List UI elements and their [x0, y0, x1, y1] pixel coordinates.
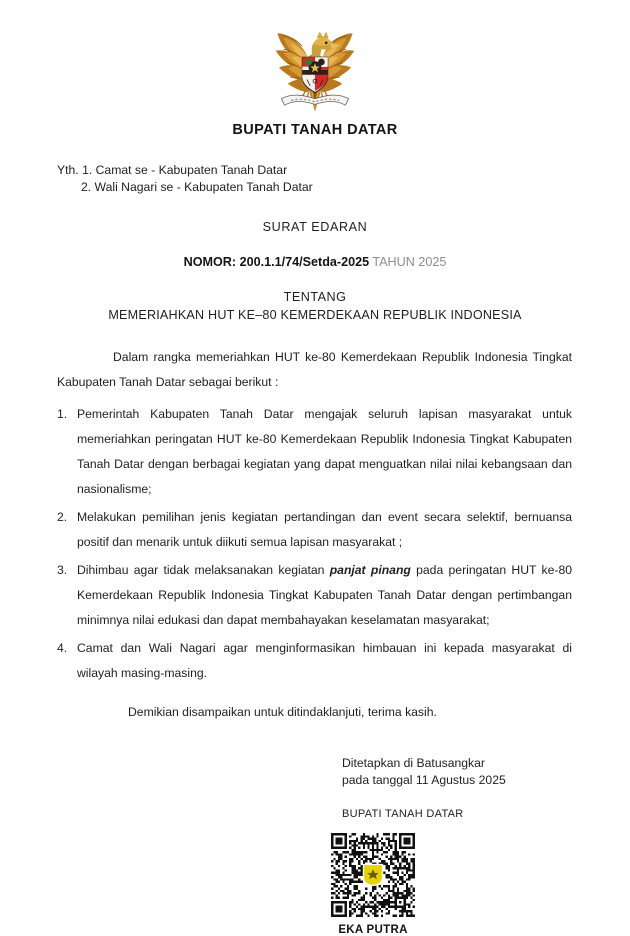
intro-paragraph: Dalam rangka memeriahkan HUT ke-80 Kemerdekaan Republik Indonesia Tingkat Kabupaten Tanah Datar sebagai berikut : — [57, 350, 572, 389]
list-item-text-part: Dihimbau agar tidak melaksanakan kegiatan — [77, 563, 330, 577]
document-type-label: SURAT EDARAN — [262, 220, 368, 234]
addressee-block — [0, 162, 630, 196]
document-number-line — [0, 255, 630, 269]
list-item-text-part: Pemerintah Kabupaten Tanah Datar mengajak seluruh lapisan masyarakat untuk memeriahkan peringatan HUT ke-80 Kemerdekaan Republik Indonesia Tingkat Kabupaten Tanah Datar dengan berbagai kegiatan yang dapat menguatkan nilai nilai kebangsaan dan nasionalisme; — [77, 407, 572, 496]
list-item — [57, 558, 572, 633]
list-item-number: 4. — [57, 641, 68, 655]
signature-date: pada tanggal 11 Agustus 2025 — [342, 772, 506, 787]
list-item-number: 2. — [57, 510, 68, 524]
addressee-prefix: Yth. — [57, 163, 79, 177]
document-subject: MEMERIAHKAN HUT KE–80 KEMERDEKAAN REPUBLIK INDONESIA — [108, 308, 522, 322]
addressee-item-2: 2. Wali Nagari se - Kabupaten Tanah Datar — [81, 180, 313, 194]
list-item — [57, 505, 572, 555]
closing-paragraph: Demikian disampaikan untuk ditindaklanjuti, terima kasih. — [128, 705, 437, 719]
shield-logo-icon — [363, 863, 384, 886]
emphasized-term: panjat pinang — [329, 563, 411, 577]
list-item-text-part: pada peringatan HUT ke-80 Kemerdekaan Republik Indonesia Tingkat Kabupaten Tanah Datar dengan pertimbangan minimnya nilai edukasi dan dapat membahayakan keselamatan masyarakat; — [77, 563, 573, 627]
document-body — [0, 345, 630, 725]
list-item-number: 3. — [57, 563, 68, 577]
document-number: NOMOR: 200.1.1/74/Setda-2025 — [183, 255, 370, 269]
addressee-line-1 — [57, 162, 630, 179]
numbered-list — [57, 402, 572, 686]
qr-container — [0, 833, 630, 936]
list-item-text — [77, 558, 572, 633]
addressee-item-1: 1. Camat se - Kabupaten Tanah Datar — [82, 163, 288, 177]
list-item-number: 1. — [57, 407, 68, 421]
garuda-pancasila-emblem — [267, 22, 363, 114]
list-item-text — [77, 636, 572, 686]
document-header — [0, 220, 630, 322]
signature-place: Ditetapkan di Batusangkar — [342, 756, 485, 770]
list-item-text — [77, 402, 572, 502]
list-item-text-part: Camat dan Wali Nagari agar menginformasikan himbauan ini kepada masyarakat di wilayah masing-masing. — [77, 641, 572, 680]
emblem-container — [0, 0, 630, 114]
signature-block — [0, 755, 630, 823]
qr-code-digital-signature — [331, 833, 415, 917]
list-item-text — [77, 505, 572, 555]
signature-position-title: BUPATI TANAH DATAR — [342, 808, 464, 820]
list-item — [57, 636, 572, 686]
list-item — [57, 402, 572, 502]
tentang-label: TENTANG — [283, 290, 347, 304]
signer-name: EKA PUTRA — [338, 923, 408, 936]
document-year: TAHUN 2025 — [369, 255, 447, 269]
list-item-text-part: Melakukan pemilihan jenis kegiatan pertandingan dan event secara selektif, bernuansa positif dan menarik untuk diikuti semua lapisan masyarakat ; — [77, 510, 572, 549]
page-title: BUPATI TANAH DATAR — [232, 122, 398, 138]
